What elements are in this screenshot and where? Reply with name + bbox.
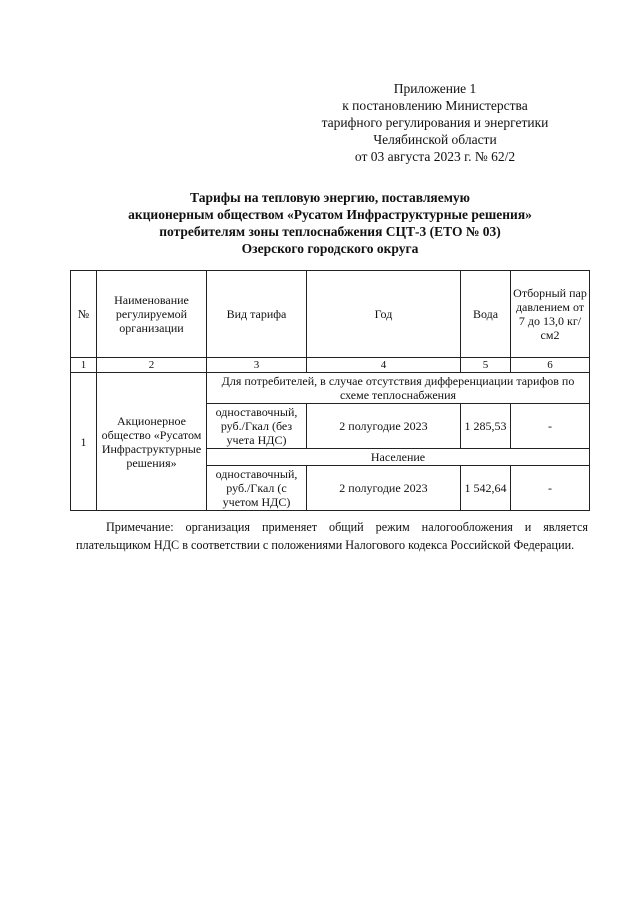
title-line-4: Озерского городского округа: [241, 241, 419, 256]
column-number: 5: [461, 358, 511, 373]
row-num: 1: [71, 373, 97, 511]
column-number: 2: [97, 358, 207, 373]
title-line-1: Тарифы на тепловую энергию, поставляемую: [190, 190, 470, 205]
column-number: 4: [307, 358, 461, 373]
appendix-line-1: Приложение 1: [393, 81, 477, 96]
steam-cell: -: [511, 404, 590, 449]
tariff-type-cell: одноставочный, руб./Гкал (с учетом НДС): [207, 466, 307, 511]
group-label-2: Население: [207, 449, 590, 466]
table-header-row: [71, 271, 590, 358]
document-title: [60, 189, 600, 257]
header-water: Вода: [461, 271, 511, 358]
header-org: Наименование регулируемой организации: [97, 271, 207, 358]
tariff-type-cell: одноставочный, руб./Гкал (без учета НДС): [207, 404, 307, 449]
footnote: Примечание: организация применяет общий режим налогообложения и является плательщиком НДС в соответствии с положениями Налогового кодекса Российской Федерации.: [76, 520, 588, 552]
column-number: 3: [207, 358, 307, 373]
appendix-line-5: от 03 августа 2023 г. № 62/2: [354, 149, 516, 164]
water-cell: 1 542,64: [461, 466, 511, 511]
row-org: Акционерное общество «Русатом Инфраструктурные решения»: [97, 373, 207, 511]
header-num: №: [71, 271, 97, 358]
appendix-header: [300, 80, 570, 165]
header-steam: Отборный пар давлением от 7 до 13,0 кг/см2: [511, 271, 590, 358]
title-line-3: потребителям зоны теплоснабжения СЦТ-3 (ЕТО № 03): [159, 224, 501, 239]
title-line-2: акционерным обществом «Русатом Инфраструктурные решения»: [128, 207, 532, 222]
tariff-table: [70, 270, 590, 511]
appendix-line-4: Челябинской области: [373, 132, 497, 147]
column-number: 6: [511, 358, 590, 373]
appendix-line-3: тарифного регулирования и энергетики: [321, 115, 549, 130]
header-tariff-type: Вид тарифа: [207, 271, 307, 358]
group-label-1: Для потребителей, в случае отсутствия дифференциации тарифов по схеме теплоснабжения: [207, 373, 590, 404]
water-cell: 1 285,53: [461, 404, 511, 449]
column-number: 1: [71, 358, 97, 373]
year-cell: 2 полугодие 2023: [307, 466, 461, 511]
year-cell: 2 полугодие 2023: [307, 404, 461, 449]
appendix-line-2: к постановлению Министерства: [342, 98, 528, 113]
steam-cell: -: [511, 466, 590, 511]
header-year: Год: [307, 271, 461, 358]
column-number-row: [71, 358, 590, 373]
table-row: [71, 373, 590, 404]
